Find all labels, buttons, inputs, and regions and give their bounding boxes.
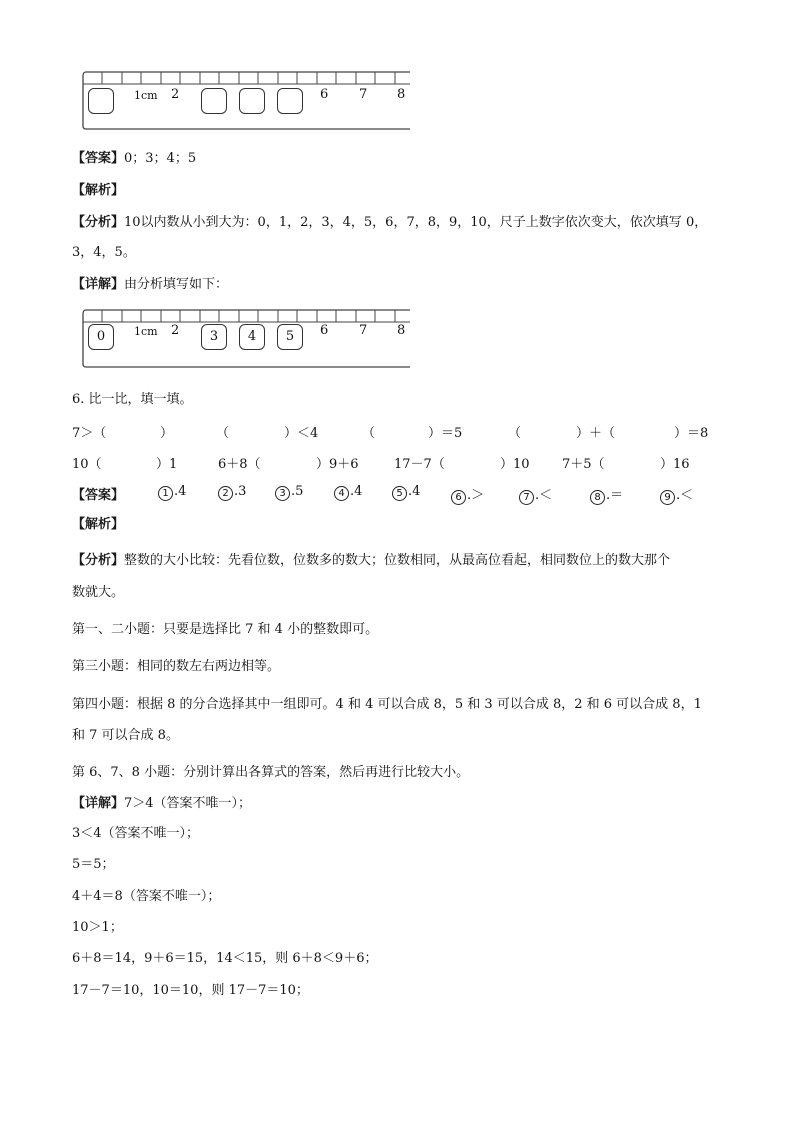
note-paragraph: 和 7 可以合成 8。 <box>72 728 179 743</box>
analysis-line-1 <box>72 552 670 570</box>
note-paragraph: 第四小题：根据 8 的分合选择其中一组即可。4 和 4 可以合成 8，5 和 3 可以合成 8，2 和 6 可以合成 8，1 <box>72 697 702 712</box>
q6-row1-part: ）＝8 <box>674 426 709 441</box>
detail-line: 10＞1； <box>72 920 123 935</box>
q6-answer-value: .＜ <box>676 488 694 503</box>
q6-row2-part: ）9＋6 <box>316 457 359 472</box>
detail-line-first <box>72 795 251 813</box>
ruler-blank-box[interactable] <box>201 88 227 114</box>
analysis-line-2: 数就大。 <box>72 585 125 600</box>
detail-line: 17－7＝10，10＝10，则 17－7＝10； <box>72 983 309 998</box>
q6-row1-part: （ <box>216 426 230 441</box>
circled-number-icon: 8 <box>590 490 605 505</box>
q6-answer-value: .＝ <box>606 488 624 503</box>
ruler-number: 6 <box>320 87 329 102</box>
circled-number-icon: 1 <box>158 486 173 501</box>
detail-line: 5＝5； <box>72 857 115 872</box>
analysis-tag: 【分析】 <box>72 215 125 230</box>
q6-row2-part: 7＋5（ <box>562 457 605 472</box>
q6-row1-part: （ <box>508 426 522 441</box>
ruler-filled-box: 3 <box>201 324 227 350</box>
ruler-number: 2 <box>171 323 180 338</box>
detail-text: 7＞4（答案不唯一）； <box>124 796 252 811</box>
answer-tag: 【答案】 <box>72 488 125 503</box>
q6-answer-item <box>218 484 246 501</box>
q6-answer-value: .＞ <box>467 488 485 503</box>
circled-number-icon: 5 <box>392 486 407 501</box>
q6-answer-value: .4 <box>350 484 363 499</box>
q6-row1-part: ）＜4 <box>284 426 319 441</box>
detail-line: 4＋4＝8（答案不唯一）； <box>72 889 221 904</box>
detail-text: 由分析填写如下： <box>124 277 229 292</box>
q6-answer-value: .3 <box>234 484 247 499</box>
ruler-blank-box[interactable] <box>239 88 265 114</box>
ruler-filled-box: 0 <box>88 324 114 350</box>
q6-answer-value: .＜ <box>535 488 553 503</box>
note-paragraph: 第 6、7、8 小题：分别计算出各算式的答案，然后再进行比较大小。 <box>72 765 470 780</box>
jiexi-heading: 【解析】 <box>72 517 125 532</box>
circled-number-icon: 9 <box>660 490 675 505</box>
ruler-number: 8 <box>397 87 406 102</box>
q6-answer-item <box>519 484 552 505</box>
q6-row2-part: 17－7（ <box>394 457 445 472</box>
answer-line-1 <box>72 150 196 168</box>
ruler-label-1cm: 1cm <box>134 325 158 338</box>
q6-answer-value: .4 <box>408 484 421 499</box>
analysis-line-1 <box>72 214 707 232</box>
ruler-number: 8 <box>397 323 406 338</box>
q6-row2-part: 6＋8（ <box>218 457 261 472</box>
circled-number-icon: 2 <box>218 486 233 501</box>
ruler-filled-box: 4 <box>239 324 265 350</box>
q6-row2-part: ）1 <box>156 457 178 472</box>
q6-answer-item <box>275 484 303 501</box>
ruler-filled-box: 5 <box>277 324 303 350</box>
analysis-text: 10以内数从小到大为：0，1，2，3，4，5，6，7，8，9，10，尺子上数字依次变大，依次填写 0， <box>124 215 708 230</box>
answer-text: 0；3；4；5 <box>124 151 197 166</box>
ruler-figure-blank <box>82 70 410 130</box>
analysis-tag: 【分析】 <box>72 553 125 568</box>
detail-line-1 <box>72 276 228 294</box>
note-paragraph: 第三小题：相同的数左右两边相等。 <box>72 659 281 674</box>
ruler-number: 2 <box>171 87 180 102</box>
q6-row2-part: ）10 <box>500 457 530 472</box>
question-6-title: 6. 比一比，填一填。 <box>72 392 193 407</box>
q6-row1-part: （ <box>362 426 376 441</box>
q6-row1-part: ）＋（ <box>576 426 616 441</box>
ruler-label-1cm: 1cm <box>134 89 158 102</box>
q6-row1-part: 7＞（ <box>72 426 107 441</box>
note-paragraph: 第一、二小题：只要是选择比 7 和 4 小的整数即可。 <box>72 622 379 637</box>
ruler-blank-box[interactable] <box>88 88 114 114</box>
circled-number-icon: 4 <box>334 486 349 501</box>
q6-answer-item <box>590 484 623 505</box>
detail-line: 3＜4（答案不唯一）； <box>72 826 200 841</box>
detail-line: 6＋8＝14，9＋6＝15，14＜15，则 6＋8＜9＋6； <box>72 951 378 966</box>
q6-answer-item <box>451 484 484 505</box>
circled-number-icon: 3 <box>275 486 290 501</box>
q6-answer-item <box>334 484 362 501</box>
q6-row2-part: 10（ <box>72 457 102 472</box>
ruler-number: 7 <box>359 323 368 338</box>
ruler-number: 6 <box>320 323 329 338</box>
detail-tag: 【详解】 <box>72 277 125 292</box>
answer-tag: 【答案】 <box>72 151 125 166</box>
q6-row1-part: ）＝5 <box>428 426 463 441</box>
q6-answer-item <box>392 484 420 501</box>
ruler-blank-box[interactable] <box>277 88 303 114</box>
detail-tag: 【详解】 <box>72 796 125 811</box>
q6-answer-value: .5 <box>291 484 304 499</box>
ruler-figure-filled <box>82 308 410 368</box>
q6-row2-part: ）16 <box>660 457 690 472</box>
ruler-number: 7 <box>359 87 368 102</box>
jiexi-heading: 【解析】 <box>72 183 125 198</box>
q6-answer-item <box>158 484 186 501</box>
analysis-line-2: 3，4，5。 <box>72 245 136 260</box>
q6-row1-part: ） <box>160 426 174 441</box>
q6-answer-item <box>660 484 693 505</box>
q6-answer-value: .4 <box>174 484 187 499</box>
analysis-text: 整数的大小比较：先看位数，位数多的数大；位数相同，从最高位看起，相同数位上的数大那个 <box>124 553 671 568</box>
circled-number-icon: 7 <box>519 490 534 505</box>
circled-number-icon: 6 <box>451 490 466 505</box>
